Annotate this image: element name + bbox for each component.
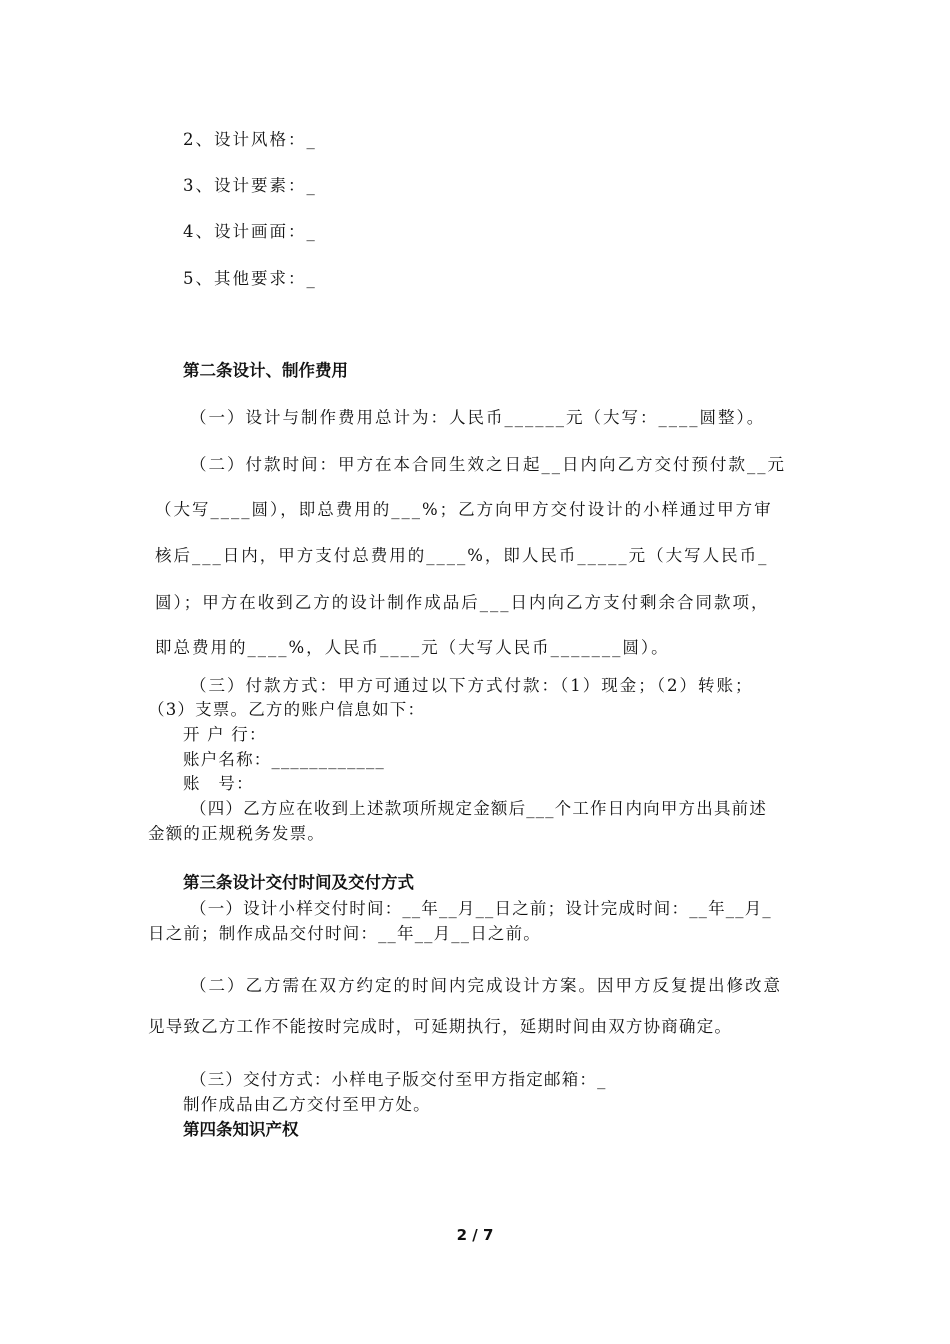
section-3-para-3-line-2: 制作成品由乙方交付至甲方处。 [183,1095,431,1114]
section-2-para-4-line-1: （四）乙方应在收到上述款项所规定金额后___个工作日内向甲方出具前述 [190,799,768,818]
item-design-style: 2、设计风格：_ [183,130,317,149]
item-other-requirements: 5、其他要求：_ [183,269,317,288]
bank-name-label: 开 户 行： [183,725,267,744]
section-2-para-1: （一）设计与制作费用总计为：人民币______元（大写：____圆整）。 [190,408,766,427]
section-2-para-4-line-2: 金额的正规税务发票。 [148,824,325,843]
page-number: 2 / 7 [456,1226,494,1244]
account-name-label: 账户名称：____________ [183,750,385,769]
section-3-para-2-line-1: （二）乙方需在双方约定的时间内完成设计方案。因甲方反复提出修改意 [190,976,782,995]
item-design-elements: 3、设计要素：_ [183,176,317,195]
section-2-para-2-line-1: （二）付款时间：甲方在本合同生效之日起__日内向乙方交付预付款__元 [190,455,786,474]
section-3-title: 第三条设计交付时间及交付方式 [183,873,414,892]
section-2-para-3-line-2: （3）支票。乙方的账户信息如下： [148,700,426,719]
account-number-label: 账 号： [183,774,254,793]
section-2-para-2-line-5: 即总费用的____%，人民币____元（大写人民币_______圆）。 [155,638,670,657]
section-2-para-2-line-3: 核后___日内，甲方支付总费用的____%，即人民币_____元（大写人民币_ [155,546,769,565]
section-3-para-2-line-2: 见导致乙方工作不能按时完成时，可延期执行，延期时间由双方协商确定。 [148,1017,733,1036]
section-2-para-2-line-4: 圆）；甲方在收到乙方的设计制作成品后___日内向乙方支付剩余合同款项， [155,593,770,612]
section-3-para-1-line-2: 日之前；制作成品交付时间：__年__月__日之前。 [148,924,541,943]
section-4-title: 第四条知识产权 [183,1120,299,1139]
section-2-para-2-line-2: （大写____圆），即总费用的___%；乙方向甲方交付设计的小样通过甲方审 [155,500,773,519]
item-design-visuals: 4、设计画面：_ [183,222,317,241]
section-3-para-3-line-1: （三）交付方式：小样电子版交付至甲方指定邮箱：_ [190,1070,607,1089]
section-3-para-1-line-1: （一）设计小样交付时间：__年__月__日之前；设计完成时间：__年__月_ [190,899,772,918]
section-2-para-3-line-1: （三）付款方式：甲方可通过以下方式付款：（1）现金；（2）转账； [190,676,754,695]
section-2-title: 第二条设计、制作费用 [183,361,348,380]
